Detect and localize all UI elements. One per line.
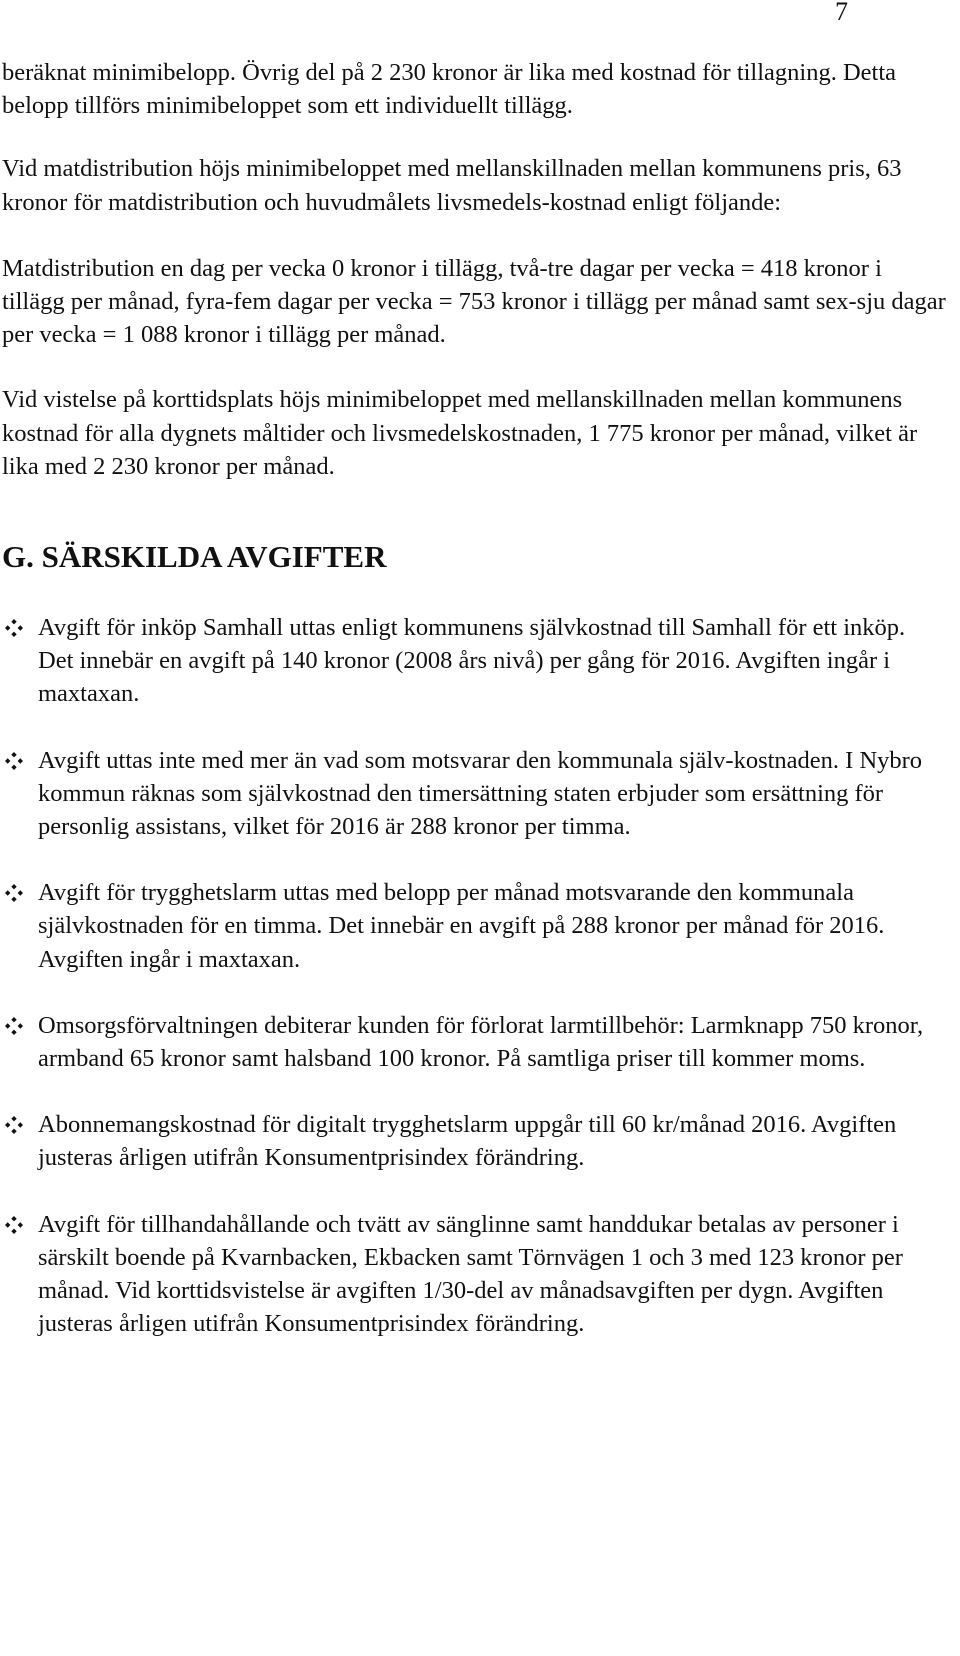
list-item	[2, 611, 946, 711]
four-diamond-icon	[5, 884, 23, 902]
page-number: 7	[835, 0, 848, 26]
paragraph-matdistribution: Vid matdistribution höjs minimibeloppet med mellanskillnaden mellan kommunens pris, 63 kronor för matdistribution och huvudmålets livsmedels-kostnad enligt följande:	[2, 155, 902, 216]
list-item	[2, 876, 946, 976]
fee-list	[2, 611, 946, 1340]
page-content	[2, 56, 946, 1340]
list-item-text: Avgift uttas inte med mer än vad som motsvarar den kommunala själv-kostnaden. I Nybro kommun räknas som självkostnad den timersättning staten erbjuder som ersättning för personlig assistans, vilket för 2016 är 288 kronor per timma.	[38, 746, 923, 841]
four-diamond-icon	[5, 1017, 23, 1035]
paragraph-matdistribution-days: Matdistribution en dag per vecka 0 kronor i tillägg, två-tre dagar per vecka = 418 kronor i tillägg per månad, fyra-fem dagar per vecka = 753 kronor i tillägg per månad samt sex-sju dagar per vecka = 1 088 kronor i tillägg per månad.	[2, 254, 946, 349]
paragraph-korttidsplats: Vid vistelse på korttidsplats höjs minimibeloppet med mellanskillnaden mellan kommunens kostnad för alla dygnets måltider och livsmedelskostnaden, 1 775 kronor per månad, vilket är lika med 2 230 kronor per månad.	[2, 386, 918, 480]
list-item-text: Avgift för trygghetslarm uttas med belopp per månad motsvarande den kommunala självkostnaden för en timma. Det innebär en avgift på 288 kronor per månad för 2016. Avgiften ingår i maxtaxan.	[38, 879, 885, 973]
list-item	[2, 1009, 946, 1075]
list-item-text: Avgift för inköp Samhall uttas enligt kommunens självkostnad till Samhall för ett inköp. Det innebär en avgift på 140 kronor (2008 års nivå) per gång för 2016. Avgiften ingår i maxtaxan.	[38, 614, 906, 708]
list-item	[2, 1208, 946, 1341]
section-heading: G. SÄRSKILDA AVGIFTER	[2, 539, 387, 575]
list-item	[2, 1108, 946, 1174]
four-diamond-icon	[5, 1116, 23, 1134]
four-diamond-icon	[5, 619, 23, 637]
four-diamond-icon	[5, 752, 23, 770]
four-diamond-icon	[5, 1216, 23, 1234]
list-item-text: Omsorgsförvaltningen debiterar kunden för förlorat larmtillbehör: Larmknapp 750 kronor, armband 65 kronor samt halsband 100 kronor. På samtliga priser till kommer moms.	[38, 1011, 924, 1073]
list-item-text: Abonnemangskostnad för digitalt trygghetslarm uppgår till 60 kr/månad 2016. Avgiften justeras årligen utifrån Konsumentprisindex förändring.	[38, 1111, 897, 1172]
paragraph-minimibelopp: beräknat minimibelopp. Övrig del på 2 230 kronor är lika med kostnad för tillagning. Detta belopp tillförs minimibeloppet som ett individuellt tillägg.	[2, 59, 897, 120]
list-item	[2, 744, 946, 844]
list-item-text: Avgift för tillhandahållande och tvätt av sänglinne samt handdukar betalas av personer i särskilt boende på Kvarnbacken, Ekbacken samt Törnvägen 1 och 3 med 123 kronor per månad. Vid korttidsvistelse är avgiften 1/30-del av månadsavgiften per dygn. Avgiften justeras årligen utifrån Konsumentprisindex förändring.	[38, 1210, 903, 1338]
